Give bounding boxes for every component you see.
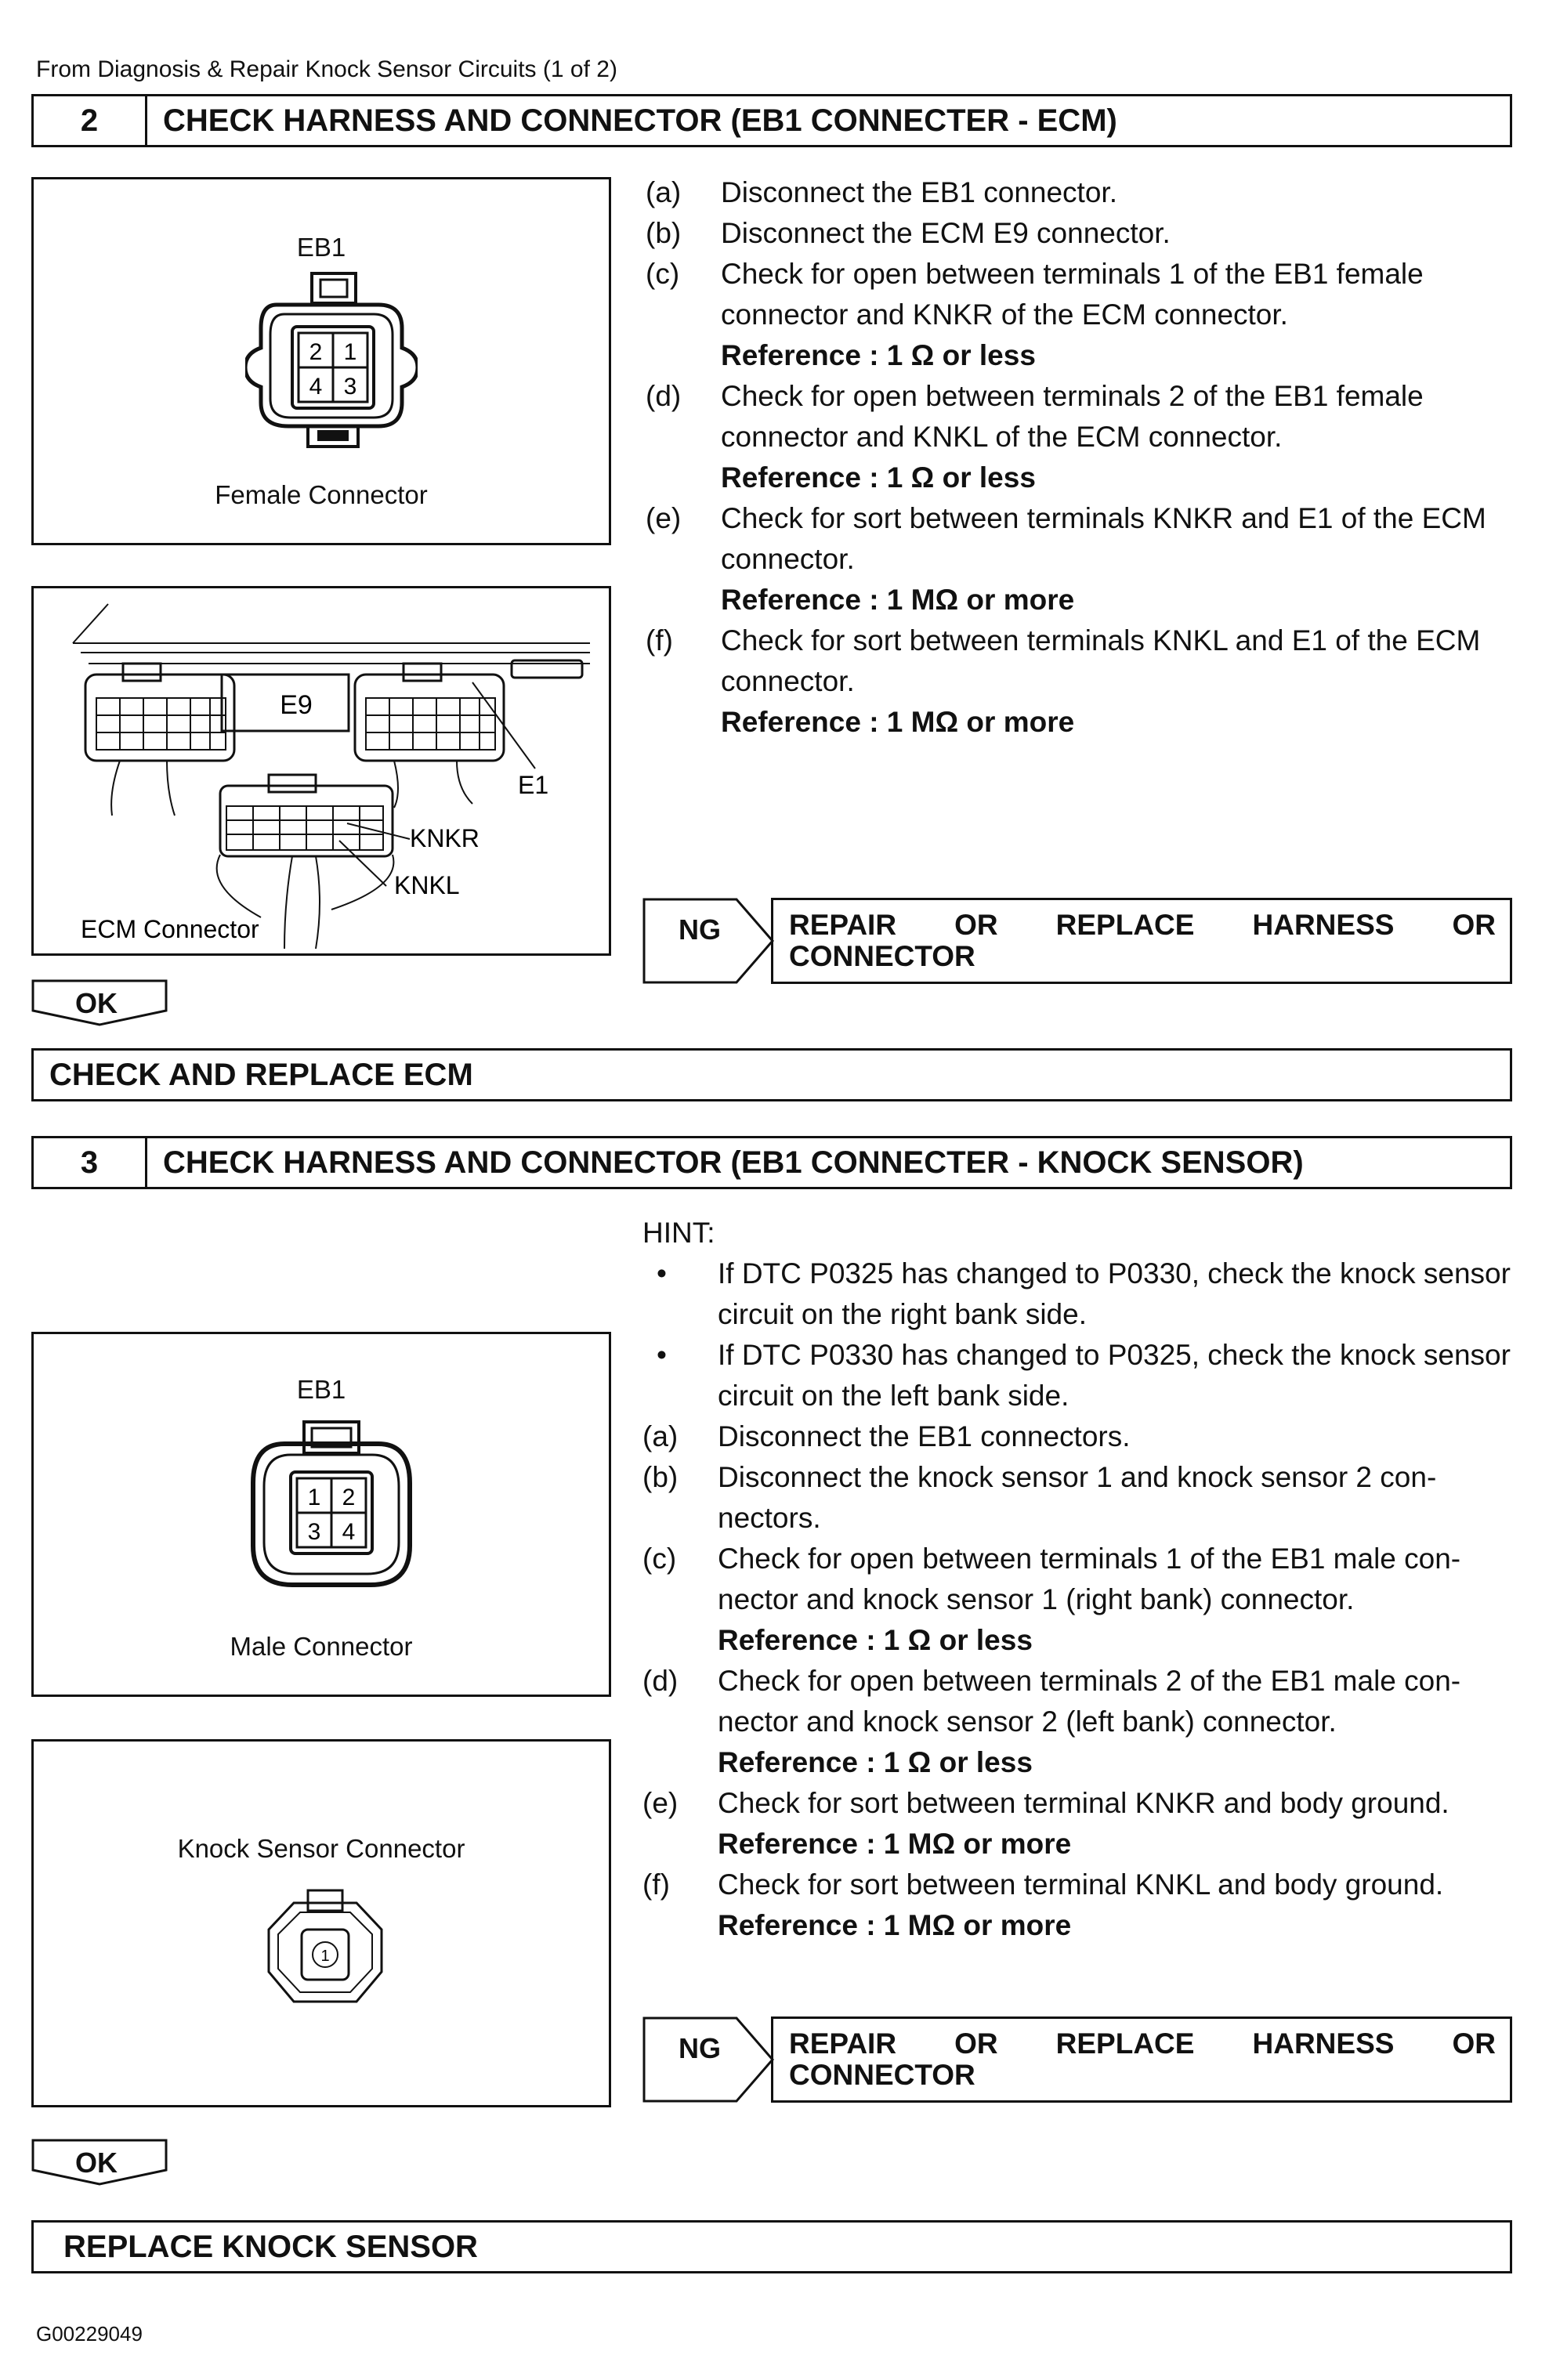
- item-text-body: Check for sort between terminal KNKL and body ground.: [718, 1868, 1444, 1901]
- reference-value: Reference : 1 MΩ or more: [718, 1909, 1072, 1941]
- step-3-item-e: [642, 1783, 1515, 1865]
- pin-3: 3: [307, 1519, 321, 1545]
- ng-action-word: REPAIR: [789, 2027, 897, 2060]
- step-2-item-d: [646, 376, 1515, 498]
- ecm-connector-figure: [31, 586, 611, 956]
- item-text: Disconnect the knock sensor 1 and knock sensor 2 con- nectors.: [718, 1461, 1437, 1534]
- pin-4: 4: [309, 374, 323, 400]
- ng-action-word: OR: [954, 909, 998, 941]
- step-2-item-c: [646, 254, 1515, 376]
- reference-value: Reference : 1 Ω or less: [721, 461, 1036, 494]
- step-3-result: REPLACE KNOCK SENSOR: [31, 2220, 1512, 2273]
- reference-value: Reference : 1 Ω or less: [718, 1624, 1033, 1656]
- item-text: [721, 498, 1515, 620]
- step-3-title: CHECK HARNESS AND CONNECTOR (EB1 CONNECTER - KNOCK SENSOR): [163, 1145, 1304, 1180]
- step-2-ng-indicator: [642, 898, 774, 984]
- ng-action-line1: [789, 910, 1496, 941]
- step-2-item-b: [646, 213, 1515, 254]
- pin-4: 4: [342, 1519, 356, 1545]
- step-2-instructions: [646, 172, 1515, 743]
- bullet-icon: •: [657, 1257, 667, 1289]
- step-3-ng-action: [771, 2016, 1512, 2103]
- bullet-text: If DTC P0325 has changed to P0330, check the knock sensor circuit on the right bank side.: [718, 1257, 1511, 1330]
- pin-2: 2: [342, 1485, 356, 1510]
- eb1-female-connector-figure: [31, 177, 611, 545]
- eb1-female-caption-top: EB1: [296, 233, 346, 262]
- knkr-label: KNKR: [410, 824, 480, 852]
- item-text: [721, 620, 1515, 743]
- item-text-body: Check for open between terminals 1 of the EB1 male con- nector and knock sensor 1 (right bank) connector.: [718, 1543, 1461, 1615]
- item-text: Disconnect the EB1 connector.: [721, 176, 1117, 208]
- reference-value: Reference : 1 Ω or less: [718, 1746, 1033, 1778]
- ok-label: OK: [75, 987, 118, 1019]
- step-3-bar: [31, 1136, 1512, 1189]
- ng-action-word: REPLACE: [1055, 909, 1195, 941]
- step-2-result: CHECK AND REPLACE ECM: [31, 1048, 1512, 1101]
- item-text-body: Check for open between terminals 2 of the EB1 male con- nector and knock sensor 2 (left bank) connector.: [718, 1665, 1461, 1738]
- item-text: Disconnect the ECM E9 connector.: [721, 217, 1171, 249]
- header-note: From Diagnosis & Repair Knock Sensor Circuits (1 of 2): [36, 56, 617, 82]
- hint-label: HINT:: [642, 1217, 715, 1249]
- item-text-body: Check for sort between terminals KNKR and E1 of the ECM connector.: [721, 502, 1486, 575]
- ecm-connector-caption: ECM Connector: [81, 915, 259, 943]
- ng-label: NG: [679, 2032, 721, 2064]
- reference-value: Reference : 1 Ω or less: [721, 339, 1036, 371]
- item-label: (d): [646, 380, 682, 412]
- item-text-body: Check for sort between terminals KNKL and E1 of the ECM connector.: [721, 624, 1481, 697]
- item-text-body: Check for open between terminals 2 of the EB1 female connector and KNKL of the ECM connector.: [721, 380, 1424, 453]
- step-3-ng-indicator: [642, 2016, 774, 2103]
- pin-1: 1: [320, 1948, 330, 1965]
- e1-label: E1: [518, 771, 549, 799]
- step-3-ok-indicator: [31, 2139, 168, 2186]
- knock-sensor-connector-figure: [31, 1739, 611, 2107]
- item-label: (e): [646, 502, 682, 534]
- knkl-label: KNKL: [394, 871, 460, 899]
- item-text-body: Check for sort between terminal KNKR and body ground.: [718, 1787, 1449, 1819]
- item-label: (b): [642, 1461, 679, 1493]
- ng-label: NG: [679, 913, 721, 946]
- item-text: [721, 376, 1515, 498]
- ng-action-line2: CONNECTOR: [789, 2059, 975, 2091]
- item-text: [718, 1539, 1515, 1661]
- step-2-item-e: [646, 498, 1515, 620]
- figure-code: G00229049: [36, 2322, 143, 2346]
- step-2-ng-action: [771, 898, 1512, 984]
- item-text: [718, 1865, 1515, 1946]
- step-2-bar: [31, 94, 1512, 147]
- hint-bullet: [642, 1253, 1515, 1335]
- reference-value: Reference : 1 MΩ or more: [718, 1828, 1072, 1860]
- item-label: (f): [642, 1868, 670, 1901]
- item-label: (f): [646, 624, 673, 656]
- reference-value: Reference : 1 MΩ or more: [721, 584, 1075, 616]
- reference-value: Reference : 1 MΩ or more: [721, 706, 1075, 738]
- pin-3: 3: [343, 374, 357, 400]
- item-label: (a): [646, 176, 682, 208]
- knock-sensor-caption: Knock Sensor Connector: [177, 1834, 465, 1863]
- item-label: (d): [642, 1665, 679, 1697]
- eb1-female-connector-icon: [245, 266, 418, 454]
- knock-sensor-connector-icon: [262, 1886, 388, 2011]
- step-2-number: 2: [34, 96, 147, 145]
- ng-action-word: HARNESS: [1252, 909, 1395, 941]
- step-2-ok-indicator: [31, 979, 168, 1026]
- step-3-item-f: [642, 1865, 1515, 1946]
- step-3-item-a: [642, 1416, 1515, 1457]
- item-label: (b): [646, 217, 682, 249]
- ok-label: OK: [75, 2147, 118, 2179]
- item-label: (c): [646, 258, 680, 290]
- pin-1: 1: [307, 1485, 321, 1510]
- item-text-body: Check for open between terminals 1 of the EB1 female connector and KNKR of the ECM connector.: [721, 258, 1424, 331]
- item-text: [718, 1661, 1515, 1783]
- bullet-icon: •: [657, 1339, 667, 1371]
- ecm-connector-illustration: [34, 588, 609, 953]
- ng-action-word: OR: [1452, 2027, 1496, 2060]
- hint-bullet: [642, 1335, 1515, 1416]
- item-text: Disconnect the EB1 connectors.: [718, 1420, 1131, 1452]
- eb1-male-caption-top: EB1: [296, 1375, 346, 1404]
- step-3-number: 3: [34, 1138, 147, 1187]
- ng-action-line1: [789, 2028, 1496, 2060]
- step-3-item-d: [642, 1661, 1515, 1783]
- ng-action-line2: CONNECTOR: [789, 940, 975, 972]
- pin-1: 1: [343, 339, 357, 365]
- step-3-item-b: [642, 1457, 1515, 1539]
- pin-2: 2: [309, 339, 323, 365]
- ng-action-word: OR: [1452, 909, 1496, 941]
- eb1-male-connector-figure: [31, 1332, 611, 1697]
- ng-action-word: REPAIR: [789, 909, 897, 941]
- eb1-female-caption-bottom: Female Connector: [215, 480, 428, 509]
- item-text: [721, 254, 1515, 376]
- ng-action-word: OR: [954, 2027, 998, 2060]
- step-2-title: CHECK HARNESS AND CONNECTOR (EB1 CONNECTER - ECM): [163, 103, 1117, 138]
- ng-action-word: HARNESS: [1252, 2027, 1395, 2060]
- step-2-item-a: [646, 172, 1515, 213]
- step-3-instructions: [642, 1213, 1515, 1946]
- item-label: (c): [642, 1543, 677, 1575]
- step-2-item-f: [646, 620, 1515, 743]
- ng-action-word: REPLACE: [1055, 2027, 1195, 2060]
- item-text: [718, 1783, 1515, 1865]
- item-label: (a): [642, 1420, 679, 1452]
- eb1-male-caption-bottom: Male Connector: [230, 1632, 413, 1661]
- eb1-male-connector-icon: [245, 1420, 418, 1593]
- step-3-item-c: [642, 1539, 1515, 1661]
- e9-label: E9: [280, 690, 313, 720]
- bullet-text: If DTC P0330 has changed to P0325, check the knock sensor circuit on the left bank side.: [718, 1339, 1511, 1412]
- item-label: (e): [642, 1787, 679, 1819]
